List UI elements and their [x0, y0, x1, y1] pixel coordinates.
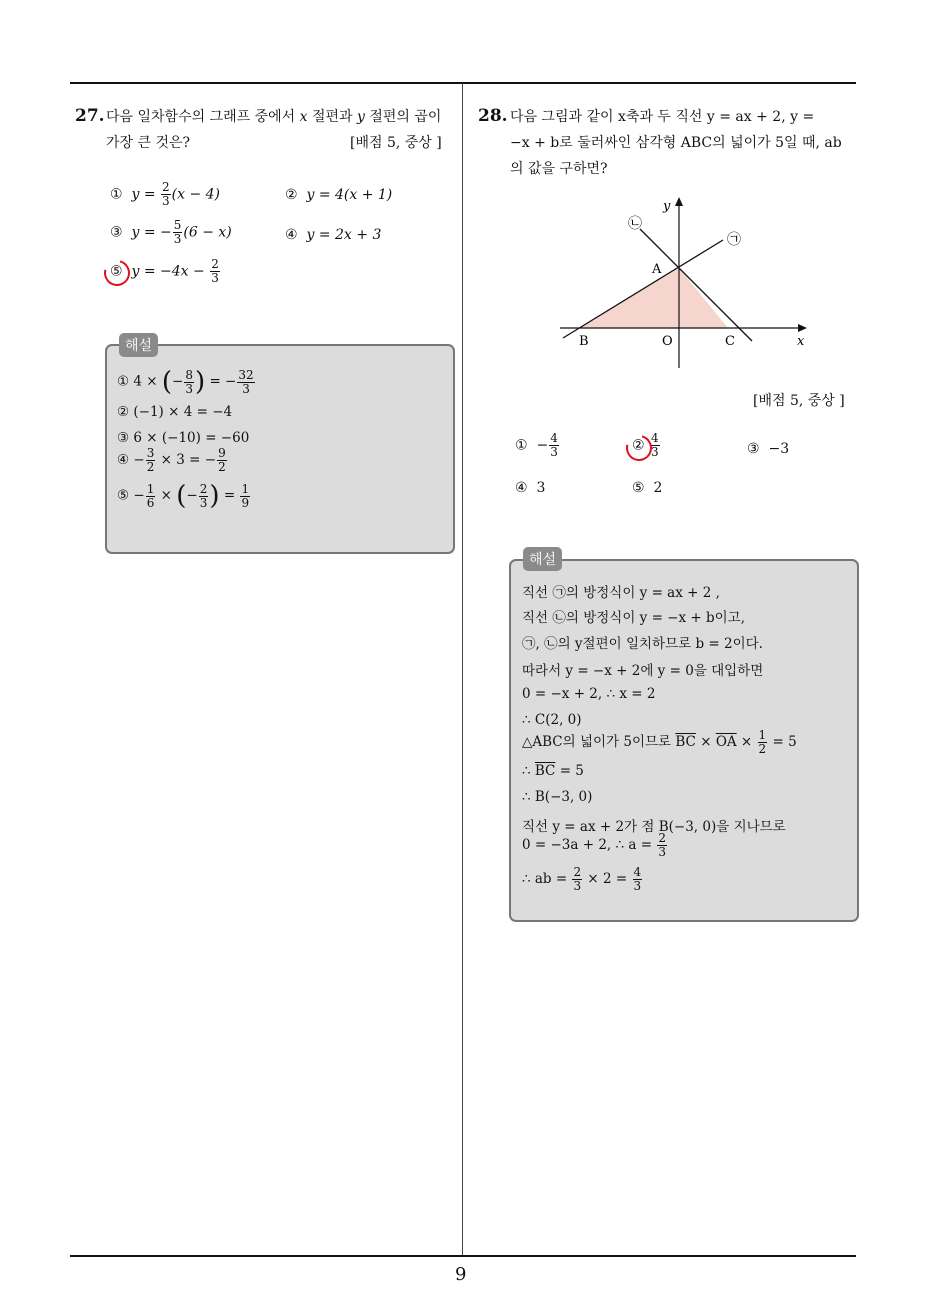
q27-option-5-pre: y = −4x − [131, 263, 210, 280]
q28-solution-line12: ∴ ab = $\frac{2}{3}$ × 2 = $\frac{4}{3}$ [522, 865, 642, 893]
q28-text-line1: 다음 그림과 같이 x축과 두 직선 y = ax + 2, y = [510, 109, 815, 125]
q27-option-1-frac: $\frac{2}{3}$ [162, 180, 170, 208]
bottom-rule [70, 1255, 856, 1257]
q27-score: [배점 5, 중상 ] [350, 135, 442, 151]
q28-solution-line2: 직선 ㉡의 방정식이 y = −x + b이고, [522, 610, 746, 626]
q27-option-2-mark: ② [285, 187, 298, 203]
fig-label-y: y [663, 199, 671, 214]
q28-option-1-mark: ① [515, 437, 528, 454]
q27-option-4-mark: ④ [285, 227, 298, 243]
q28-solution-line8: ∴ $\overline{BC} = 5$ [522, 763, 584, 779]
q27-option-1-post: (x − 4) [171, 186, 221, 203]
q28-solution-line7: △ABC의 넓이가 5이므로 $\overline{BC} \times \overline{OA}$ × $\frac{1}{2}$ = 5 [522, 728, 797, 756]
q28-option-1-frac: $\frac{4}{3}$ [550, 431, 558, 459]
q28-solution-line4: 따라서 y = −x + 2에 y = 0을 대입하면 [522, 663, 764, 679]
q27-option-1-pre: y = [131, 186, 161, 203]
q27-option-1-mark: ① [110, 186, 123, 203]
q27-option-4[interactable] [285, 227, 381, 243]
q28-option-2-mark: ② [632, 437, 645, 454]
q28-solution-line5: 0 = −x + 2, ∴ x = 2 [522, 686, 656, 702]
q28-solution-line1: 직선 ㉠의 방정식이 y = ax + 2 , [522, 585, 720, 601]
fig-label-line1: ㉠ [727, 232, 741, 248]
fig-label-c: C [725, 334, 735, 349]
q27-text-b: 절편과 [307, 109, 358, 125]
fig-label-a: A [652, 262, 662, 277]
q28-solution-tag: 해설 [523, 547, 562, 571]
q27-text-x: x [299, 109, 308, 125]
fig-label-x: x [797, 334, 805, 349]
x-axis-arrow-icon [798, 324, 807, 332]
q28-option-4[interactable] [515, 480, 545, 496]
q27-option-5-mark: ⑤ [110, 263, 123, 280]
q28-solution-line9: ∴ B(−3, 0) [522, 789, 593, 805]
q28-text-line2: −x + b로 둘러싸인 삼각형 ABC의 넓이가 5일 때, ab [510, 135, 842, 151]
column-divider [462, 83, 463, 1256]
q28-solution-line3: ㉠, ㉡의 y절편이 일치하므로 b = 2이다. [522, 636, 763, 652]
fig-label-b: B [579, 334, 589, 349]
q28-solution-line11: 0 = −3a + 2, ∴ a = $\frac{2}{3}$ [522, 831, 666, 859]
q27-option-1[interactable] [110, 181, 220, 208]
q28-number: 28. [478, 106, 508, 126]
q28-option-4-text: 3 [536, 480, 546, 496]
q28-option-3-text: −3 [768, 441, 790, 457]
q27-text-line2: 가장 큰 것은? [106, 135, 191, 151]
q27-option-5-frac: $\frac{2}{3}$ [211, 257, 219, 285]
q28-option-2-frac: $\frac{4}{3}$ [651, 431, 659, 459]
q27-solution-line4: ④ − $\frac{3}{2}$ × 3 = − $\frac{9}{2}$ [117, 446, 226, 474]
q28-solution-line6: ∴ C(2, 0) [522, 712, 582, 728]
q28-option-3-mark: ③ [747, 441, 760, 457]
q28-solution-line10: 직선 y = ax + 2가 점 B(−3, 0)을 지나므로 [522, 819, 786, 835]
q28-option-1[interactable] [515, 432, 560, 459]
fig-label-line2: ㉡ [628, 216, 642, 232]
q27-option-2[interactable] [285, 187, 392, 203]
q27-text-line1 [106, 105, 441, 129]
q27-text-c: 절편의 곱이 [364, 109, 442, 125]
q28-option-4-mark: ④ [515, 480, 528, 496]
fig-label-o: O [662, 334, 673, 349]
q28-option-3[interactable] [747, 441, 789, 457]
q27-text-a: 다음 일차함수의 그래프 중에서 [106, 109, 300, 125]
q27-solution-line5: ⑤ − $\frac{1}{6}$ × (− $\frac{2}{3}$ ) = $\frac{1}{9}$ [117, 481, 250, 511]
top-rule [70, 82, 856, 84]
q28-score: [배점 5, 중상 ] [753, 393, 845, 409]
page-number: 9 [455, 1264, 467, 1285]
q27-option-3-mark: ③ [110, 224, 123, 241]
q27-option-3-pre: y = − [131, 224, 172, 241]
q27-option-3[interactable] [110, 219, 232, 246]
q27-option-4-text: y = 2x + 3 [306, 227, 382, 243]
q28-option-5-text: 2 [653, 480, 663, 496]
q27-solution-tag: 해설 [119, 333, 158, 357]
q27-option-2-text: y = 4(x + 1) [306, 187, 393, 203]
q27-option-3-post: (6 − x) [183, 224, 232, 241]
q28-option-1-pre: − [536, 437, 549, 454]
q27-solution-line3: ③ 6 × (−10) = −60 [117, 430, 250, 446]
q28-option-5-mark: ⑤ [632, 480, 645, 496]
q28-option-5[interactable] [632, 480, 662, 496]
q27-text-y: y [357, 109, 365, 125]
q28-text-line3: 의 값을 구하면? [510, 161, 608, 177]
y-axis-arrow-icon [675, 197, 683, 206]
q27-option-3-frac: $\frac{5}{3}$ [173, 218, 182, 246]
q27-number: 27. [75, 106, 105, 126]
q27-solution-line1: ① 4 × (− $\frac{8}{3}$ ) = − $\frac{32}{3}$ [117, 367, 254, 397]
q27-solution-line2: ② (−1) × 4 = −4 [117, 404, 233, 420]
triangle-abc-fill [580, 268, 728, 328]
q28-figure [555, 193, 815, 373]
